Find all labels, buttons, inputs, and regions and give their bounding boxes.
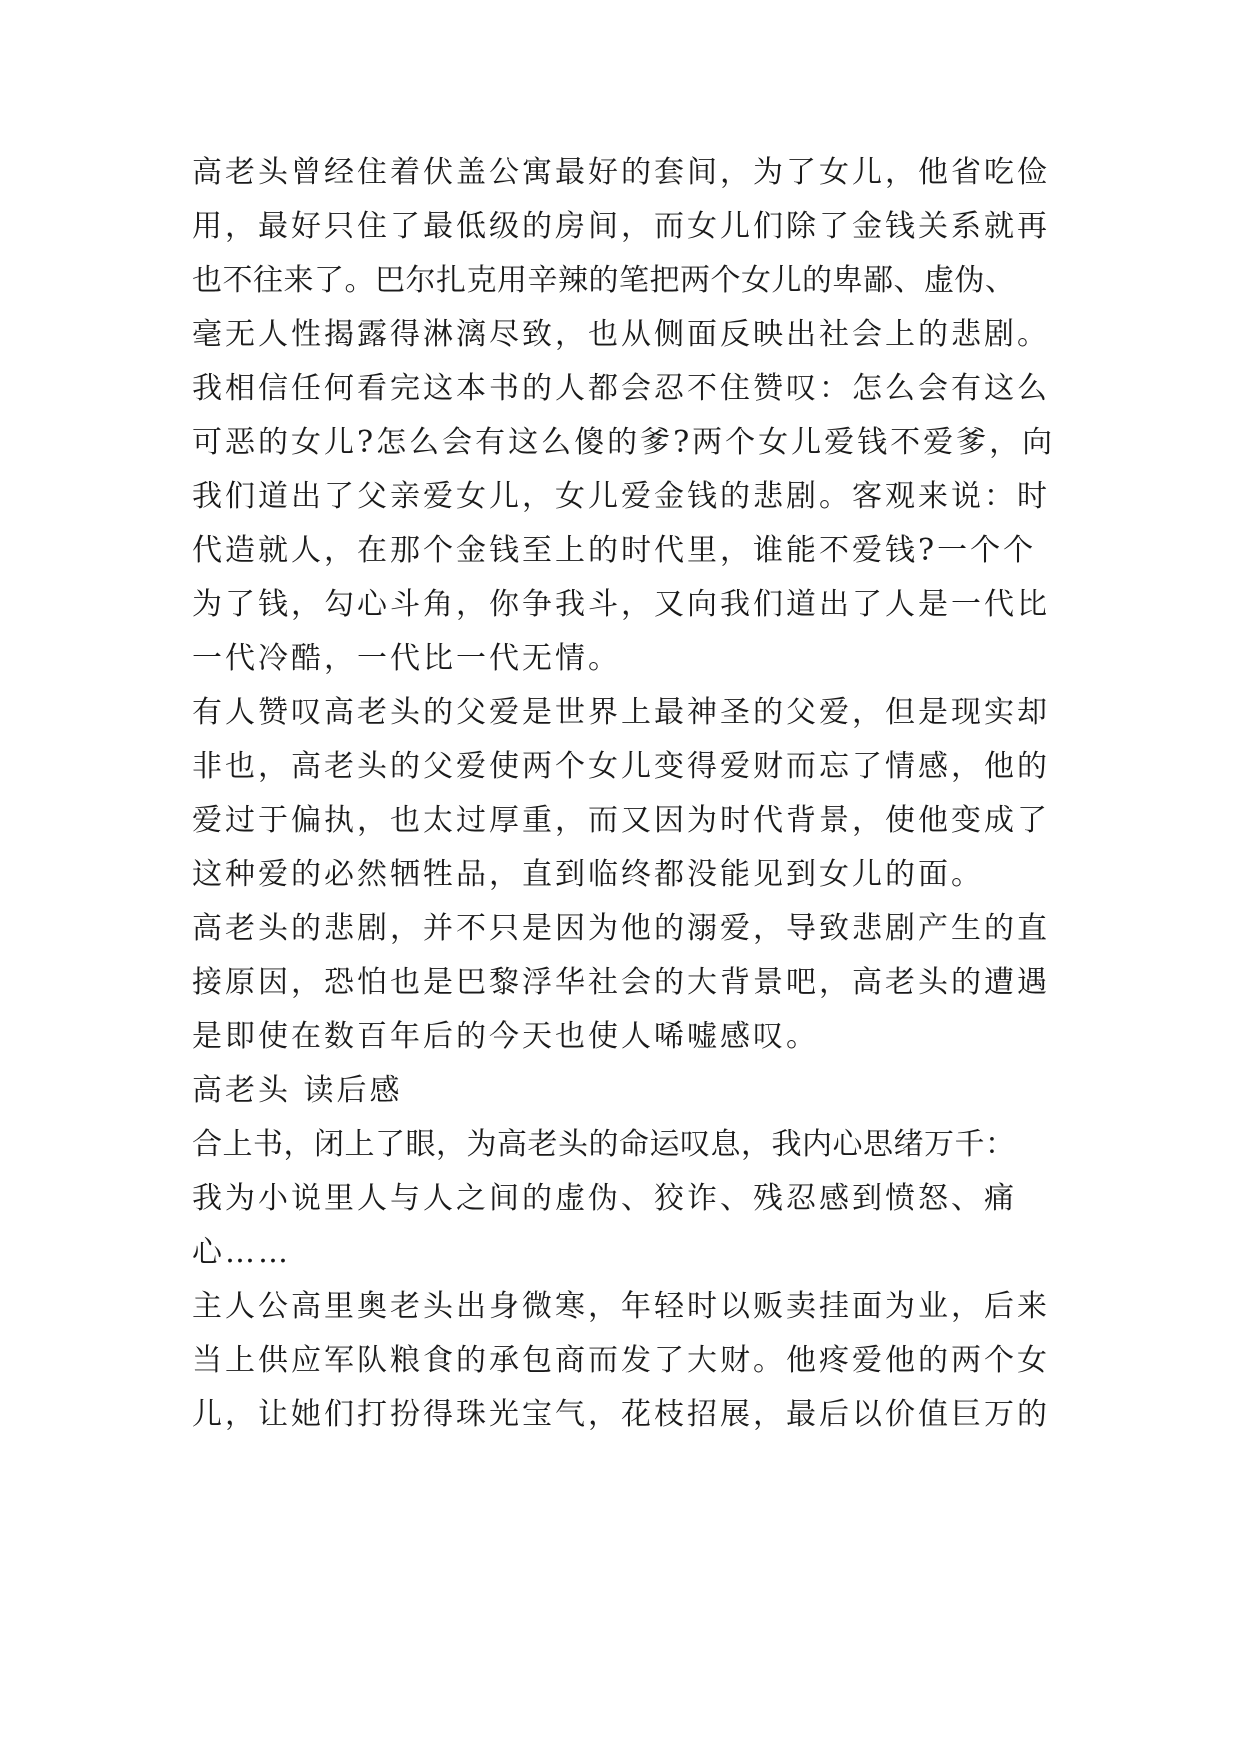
- text-line: 高老头曾经住着伏盖公寓最好的套间，为了女儿，他省吃俭: [192, 155, 1050, 190]
- text-line: 我们道出了父亲爱女儿，女儿爱金钱的悲剧。客观来说：时: [192, 479, 1050, 514]
- text-line: 是即使在数百年后的今天也使人唏嘘感叹。: [192, 1019, 819, 1054]
- text-line: 也不往来了。巴尔扎克用辛辣的笔把两个女儿的卑鄙、虚伪、: [192, 263, 1016, 298]
- text-line: 合上书，闭上了眼，为高老头的命运叹息，我内心思绪万千：: [192, 1127, 1016, 1162]
- text-line: 当上供应军队粮食的承包商而发了大财。他疼爱他的两个女: [192, 1343, 1050, 1378]
- text-line: 一代冷酷，一代比一代无情。: [192, 641, 621, 676]
- text-line: 主人公高里奥老头出身微寒，年轻时以贩卖挂面为业，后来: [192, 1289, 1050, 1324]
- text-line: 代造就人，在那个金钱至上的时代里，谁能不爱钱?一个个: [192, 533, 1037, 568]
- text-line: 我为小说里人与人之间的虚伪、狡诈、残忍感到愤怒、痛: [192, 1181, 1017, 1216]
- text-line: 毫无人性揭露得淋漓尽致，也从侧面反映出社会上的悲剧。: [192, 317, 1050, 352]
- text-line: 爱过于偏执，也太过厚重，而又因为时代背景，使他变成了: [192, 803, 1050, 838]
- text-line: 接原因，恐怕也是巴黎浮华社会的大背景吧，高老头的遭遇: [192, 965, 1050, 1000]
- text-line: 用，最好只住了最低级的房间，而女儿们除了金钱关系就再: [192, 209, 1050, 244]
- text-line: 这种爱的必然牺牲品，直到临终都没能见到女儿的面。: [192, 857, 984, 892]
- text-line: 我相信任何看完这本书的人都会忍不住赞叹：怎么会有这么: [192, 371, 1050, 406]
- body-text: [192, 146, 1072, 1442]
- text-line: 非也，高老头的父爱使两个女儿变得爱财而忘了情感，他的: [192, 749, 1050, 784]
- text-line: 心……: [192, 1235, 291, 1270]
- section-heading: 高老头 读后感: [192, 1073, 403, 1108]
- text-line: 可恶的女儿?怎么会有这么傻的爹?两个女儿爱钱不爱爹，向: [192, 425, 1056, 460]
- text-line: 有人赞叹高老头的父爱是世界上最神圣的父爱，但是现实却: [192, 695, 1050, 730]
- text-line: 儿，让她们打扮得珠光宝气，花枝招展，最后以价值巨万的: [192, 1397, 1050, 1432]
- text-line: 高老头的悲剧，并不只是因为他的溺爱，导致悲剧产生的直: [192, 911, 1050, 946]
- text-line: 为了钱，勾心斗角，你争我斗，又向我们道出了人是一代比: [192, 587, 1050, 622]
